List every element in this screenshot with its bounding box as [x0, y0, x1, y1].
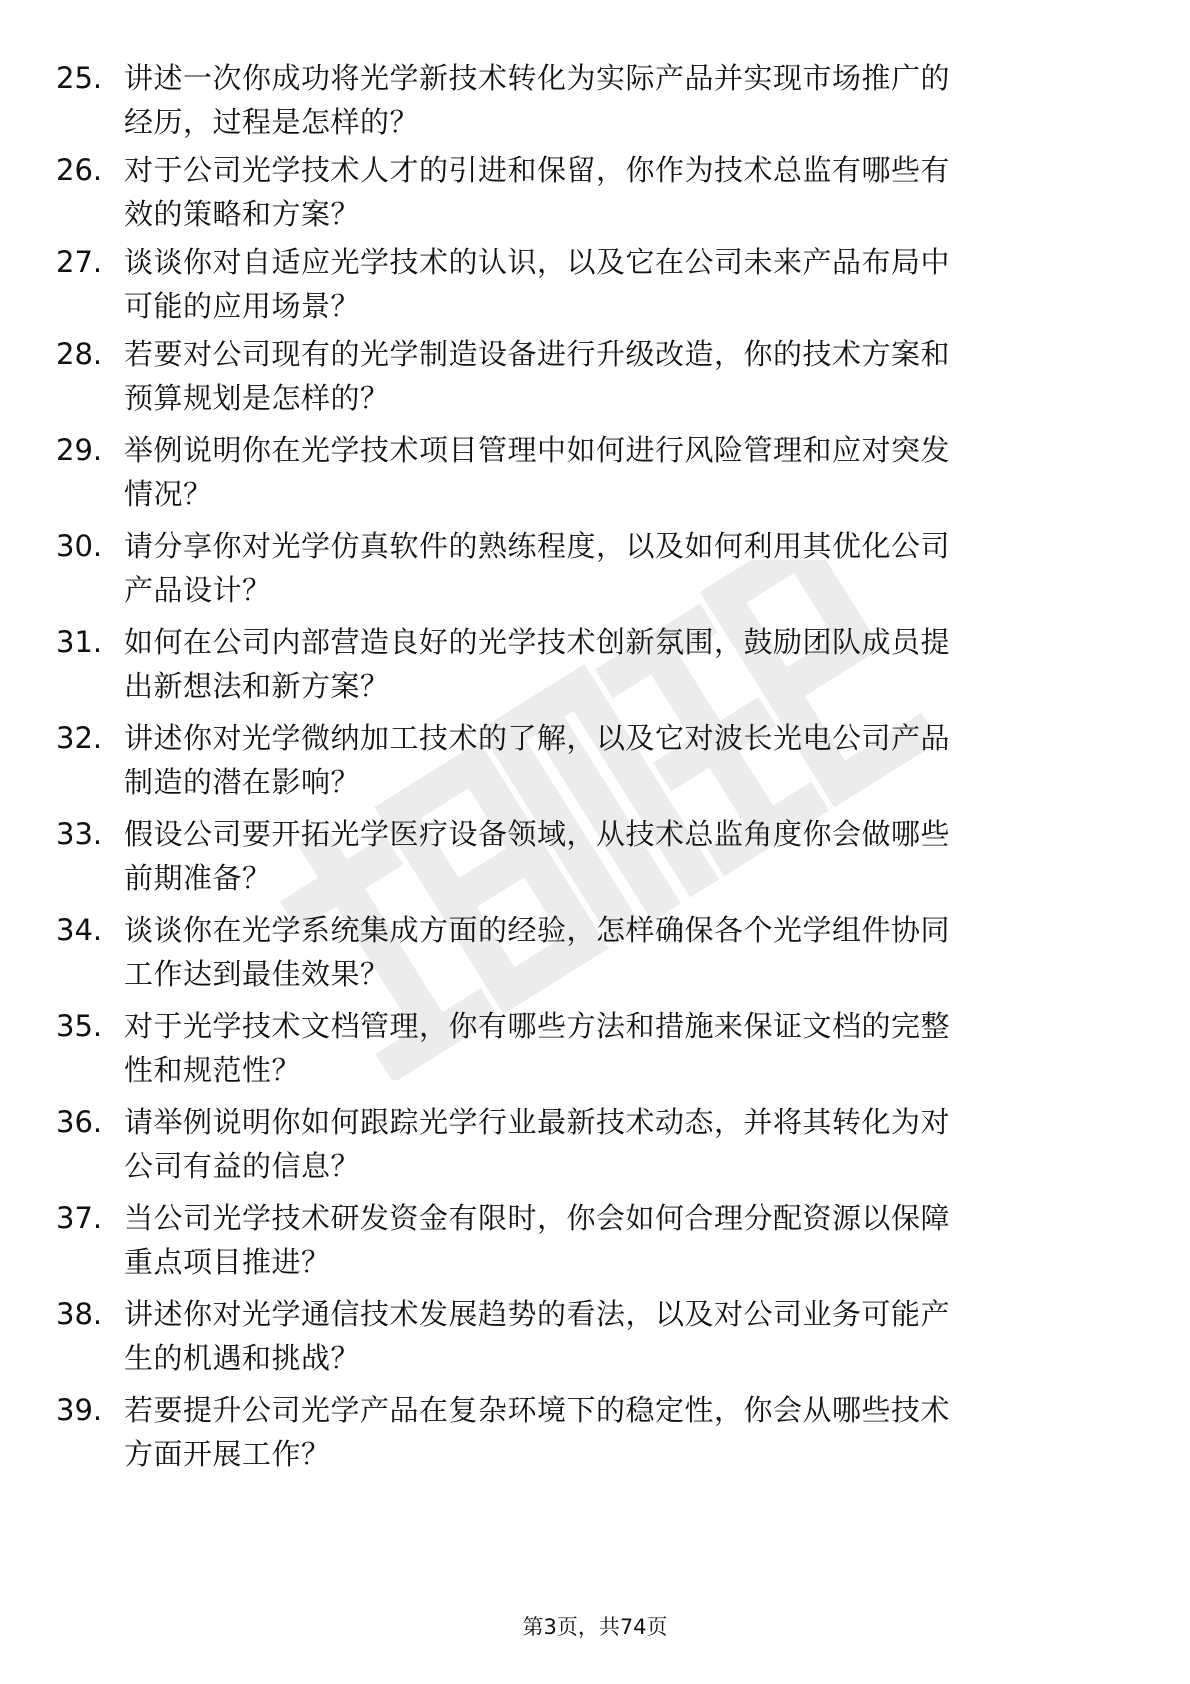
question-line: 讲述你对光学微纳加工技术的了解，以及它对波长光电公司产品 — [124, 721, 951, 755]
list-item — [0, 1196, 1190, 1296]
question-text — [124, 56, 1124, 144]
question-line: 如何在公司内部营造良好的光学技术创新氛围，鼓励团队成员提 — [124, 625, 951, 659]
list-item — [0, 332, 1190, 432]
question-line: 公司有益的信息？ — [124, 1149, 361, 1183]
question-number: 25. — [56, 61, 103, 95]
question-line: 工作达到最佳效果？ — [124, 957, 390, 991]
question-number: 28. — [56, 337, 103, 371]
question-number: 26. — [56, 153, 103, 187]
question-text — [124, 1196, 1124, 1284]
list-item — [0, 908, 1190, 1008]
list-item — [0, 240, 1190, 340]
question-number: 29. — [56, 433, 103, 467]
question-line: 产品设计？ — [124, 573, 272, 607]
question-number: 34. — [56, 913, 103, 947]
question-line: 经历，过程是怎样的？ — [124, 105, 420, 139]
list-item — [0, 524, 1190, 624]
list-item — [0, 1004, 1190, 1104]
list-item — [0, 1100, 1190, 1200]
question-text — [124, 1292, 1124, 1380]
question-number: 39. — [56, 1393, 103, 1427]
question-line: 若要提升公司光学产品在复杂环境下的稳定性，你会从哪些技术 — [124, 1393, 951, 1427]
list-item — [0, 1388, 1190, 1488]
question-number: 38. — [56, 1297, 103, 1331]
question-line: 对于光学技术文档管理，你有哪些方法和措施来保证文档的完整 — [124, 1009, 951, 1043]
question-text — [124, 148, 1124, 236]
question-text — [124, 524, 1124, 612]
question-line: 请举例说明你如何跟踪光学行业最新技术动态，并将其转化为对 — [124, 1105, 951, 1139]
question-line: 请分享你对光学仿真软件的熟练程度，以及如何利用其优化公司 — [124, 529, 951, 563]
question-line: 可能的应用场景？ — [124, 289, 361, 323]
question-line: 讲述你对光学通信技术发展趋势的看法，以及对公司业务可能产 — [124, 1297, 951, 1331]
question-number: 33. — [56, 817, 103, 851]
question-number: 31. — [56, 625, 103, 659]
question-number: 37. — [56, 1201, 103, 1235]
question-text — [124, 716, 1124, 804]
question-text — [124, 240, 1124, 328]
page-number-footer: 第3页，共74页 — [522, 1615, 668, 1639]
question-text — [124, 1388, 1124, 1476]
question-line: 出新想法和新方案？ — [124, 669, 390, 703]
question-text — [124, 428, 1124, 516]
question-line: 前期准备？ — [124, 861, 272, 895]
list-item — [0, 620, 1190, 720]
question-number: 27. — [56, 245, 103, 279]
question-text — [124, 620, 1124, 708]
question-line: 制造的潜在影响？ — [124, 765, 361, 799]
question-line: 讲述一次你成功将光学新技术转化为实际产品并实现市场推广的 — [124, 61, 951, 95]
question-line: 若要对公司现有的光学制造设备进行升级改造，你的技术方案和 — [124, 337, 951, 371]
question-text — [124, 812, 1124, 900]
question-line: 方面开展工作？ — [124, 1437, 331, 1471]
question-line: 对于公司光学技术人才的引进和保留，你作为技术总监有哪些有 — [124, 153, 951, 187]
question-line: 性和规范性？ — [124, 1053, 302, 1087]
list-item — [0, 1292, 1190, 1392]
question-text — [124, 1004, 1124, 1092]
question-line: 情况？ — [124, 477, 213, 511]
question-line: 重点项目推进？ — [124, 1245, 331, 1279]
question-number: 36. — [56, 1105, 103, 1139]
question-line: 预算规划是怎样的？ — [124, 381, 390, 415]
question-number: 32. — [56, 721, 103, 755]
list-item — [0, 428, 1190, 528]
question-number: 30. — [56, 529, 103, 563]
list-item — [0, 56, 1190, 156]
question-line: 举例说明你在光学技术项目管理中如何进行风险管理和应对突发 — [124, 433, 951, 467]
question-line: 效的策略和方案？ — [124, 197, 361, 231]
question-number: 35. — [56, 1009, 103, 1043]
list-item — [0, 812, 1190, 912]
question-text — [124, 332, 1124, 420]
question-text — [124, 1100, 1124, 1188]
question-text — [124, 908, 1124, 996]
question-line: 生的机遇和挑战？ — [124, 1341, 361, 1375]
question-line: 假设公司要开拓光学医疗设备领域，从技术总监角度你会做哪些 — [124, 817, 951, 851]
question-line: 当公司光学技术研发资金有限时，你会如何合理分配资源以保障 — [124, 1201, 951, 1235]
list-item — [0, 716, 1190, 816]
list-item — [0, 148, 1190, 248]
question-line: 谈谈你在光学系统集成方面的经验，怎样确保各个光学组件协同 — [124, 913, 951, 947]
question-line: 谈谈你对自适应光学技术的认识，以及它在公司未来产品布局中 — [124, 245, 951, 279]
